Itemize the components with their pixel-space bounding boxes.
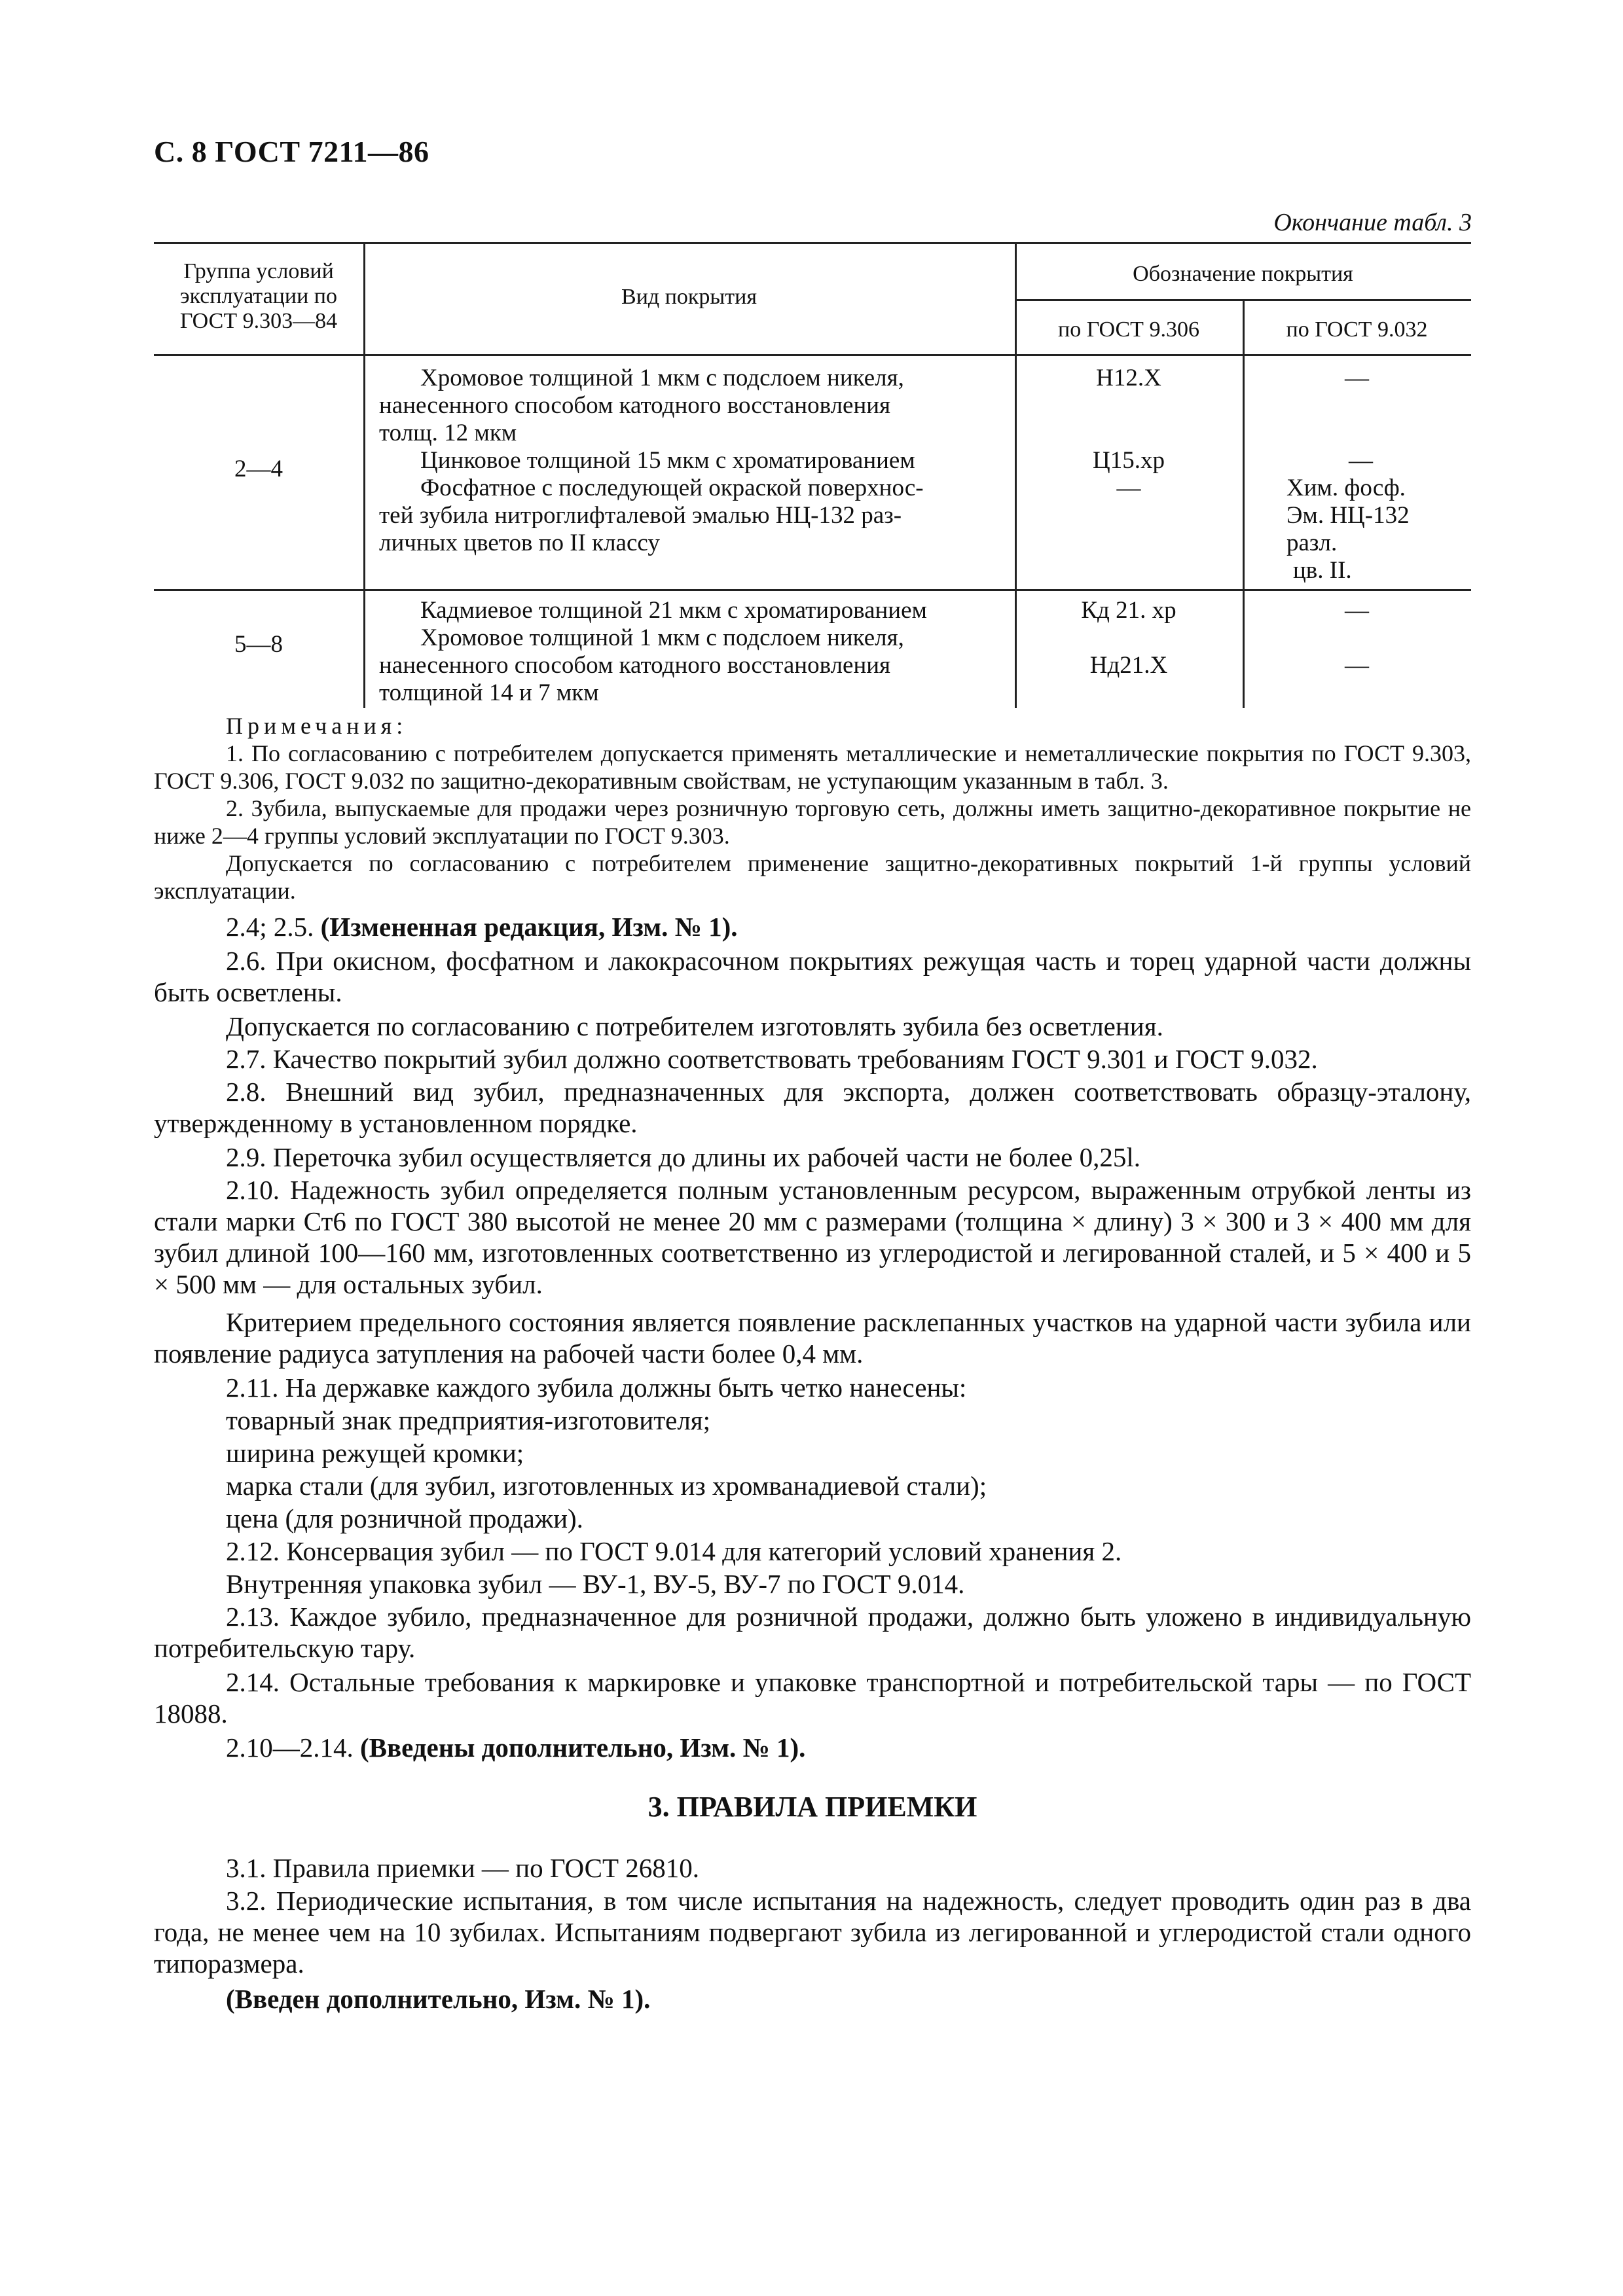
- notes-title: Примечания:: [226, 713, 408, 739]
- amendment-note: (Измененная редакция, Изм. № 1).: [320, 912, 738, 942]
- coating-line: толщ. 12 мкм: [379, 420, 517, 446]
- note-3: Допускается по согласованию с потребителем применение защитно-декоративных покрытий 1-й группы условий эксплуатации.: [154, 850, 1471, 904]
- para-2-7: 2.7. Качество покрытий зубил должно соответствовать требованиям ГОСТ 9.301 и ГОСТ 9.032.: [226, 1044, 1318, 1074]
- coating-line: нанесенного способом катодного восстановления: [379, 652, 891, 679]
- para-2-11: 2.11. На державке каждого зубила должны быть четко нанесены:: [226, 1372, 967, 1403]
- para-2-6: 2.6. При окисном, фосфатном и лакокрасочном покрытиях режущая часть и торец ударной части должны быть осветлены.: [154, 946, 1471, 1007]
- coating-line: тей зубила нитроглифталевой эмалью НЦ-132 раз-: [379, 502, 902, 529]
- amendment-note: (Введены дополнительно, Изм. № 1).: [360, 1732, 806, 1763]
- row1-d306-a: Н12.Х: [1096, 365, 1161, 391]
- header-designation: Обозначение покрытия: [1133, 262, 1353, 286]
- para-text: 2.4; 2.5.: [226, 912, 321, 942]
- amendment-note: (Введен дополнительно, Изм. № 1).: [226, 1984, 651, 2014]
- designation-line: разл.: [1286, 529, 1338, 556]
- coating-line: Фосфатное с последующей окраской поверхнос-: [420, 475, 924, 501]
- coating-line: Цинковое толщиной 15 мкм с хроматированием: [420, 447, 915, 474]
- page-header: С. 8 ГОСТ 7211—86: [154, 135, 429, 168]
- header-group-line: эксплуатации по: [180, 284, 337, 308]
- row2-d306-b: Нд21.Х: [1089, 652, 1168, 679]
- table-col-rule-1: [363, 242, 365, 708]
- designation-line: Хим. фосф.: [1286, 475, 1406, 501]
- row1-d032-a: —: [1345, 365, 1369, 391]
- row2-group: 5—8: [234, 631, 283, 658]
- coating-line: личных цветов по II классу: [379, 529, 660, 556]
- row2-coating-type: [379, 597, 1001, 707]
- para-2-11-item: ширина режущей кромки;: [226, 1438, 524, 1468]
- para-3-2-amendment: [154, 1983, 1471, 2015]
- row2-d032-a: —: [1345, 597, 1369, 624]
- note-2: 2. Зубила, выпускаемые для продажи через розничную торговую сеть, должны иметь защитно-декоративное покрытие не ниже 2—4 группы условий эксплуатации по ГОСТ 9.303.: [154, 795, 1471, 849]
- para-2-8: 2.8. Внешний вид зубил, предназначенных для экспорта, должен соответствовать образцу-эталону, утвержденному в установленном порядке.: [154, 1077, 1471, 1138]
- row1-d306-c: —: [1116, 475, 1141, 501]
- para-2-12b: Внутренняя упаковка зубил — ВУ-1, ВУ-5, ВУ-7 по ГОСТ 9.014.: [226, 1569, 965, 1599]
- para-2-9: 2.9. Переточка зубил осуществляется до длины их рабочей части не более 0,25l.: [226, 1142, 1141, 1172]
- para-2-14: 2.14. Остальные требования к маркировке и упаковке транспортной и потребительской тары — по ГОСТ 18088.: [154, 1667, 1471, 1729]
- header-group-line: Группа условий: [183, 259, 334, 283]
- coatings-table: [154, 242, 1471, 708]
- header-group-line: ГОСТ 9.303—84: [179, 309, 338, 333]
- table-caption: Окончание табл. 3: [1273, 209, 1472, 236]
- para-2-10-2-14: [154, 1732, 1471, 1763]
- note-1: 1. По согласованию с потребителем допускается применять металлические и неметаллические покрытия по ГОСТ 9.303, ГОСТ 9.306, ГОСТ 9.032 по защитно-декоративным свойствам, не уступающим указанным в табл. 3.: [154, 740, 1471, 794]
- header-gost-9032: по ГОСТ 9.032: [1286, 317, 1428, 342]
- table-header-rule: [154, 354, 1471, 356]
- header-gost-9306: по ГОСТ 9.306: [1058, 317, 1199, 342]
- para-2-6b: Допускается по согласованию с потребителем изготовлять зубила без осветления.: [226, 1011, 1163, 1041]
- coating-line: нанесенного способом катодного восстановления: [379, 392, 891, 419]
- para-2-11-item: марка стали (для зубил, изготовленных из хромванадиевой стали);: [226, 1471, 987, 1501]
- para-2-10: 2.10. Надежность зубил определяется полным установленным ресурсом, выраженным отрубкой ленты из стали марки Ст6 по ГОСТ 380 высотой не менее 20 мм с размерами (толщина × длину) 3 × 300 и 3 × 400 мм для зубил длиной 100—160 мм, изготовленных соответственно из углеродистой и легированной сталей, и 5 × 400 и 5 × 500 мм — для остальных зубил.: [154, 1175, 1471, 1299]
- para-2-12: 2.12. Консервация зубил — по ГОСТ 9.014 для категорий условий хранения 2.: [226, 1536, 1122, 1566]
- row1-d306-b: Ц15.хр: [1093, 447, 1165, 474]
- designation-line: цв. II.: [1293, 557, 1352, 584]
- designation-line: —: [1349, 447, 1373, 474]
- para-3-1: 3.1. Правила приемки — по ГОСТ 26810.: [226, 1853, 700, 1883]
- para-2-13: 2.13. Каждое зубило, предназначенное для розничной продажи, должно быть уложено в индивидуальную потребительскую тару.: [154, 1602, 1471, 1663]
- coating-line: Кадмиевое толщиной 21 мкм с хроматированием: [420, 597, 927, 624]
- row2-d032-b: —: [1345, 652, 1369, 679]
- row1-group: 2—4: [234, 456, 283, 482]
- row1-d032-list: [1267, 447, 1463, 584]
- row1-coating-type: [379, 365, 1001, 557]
- header-group: [154, 259, 363, 334]
- row2-d306-a: Кд 21. хр: [1081, 597, 1176, 624]
- coating-line: Хромовое толщиной 1 мкм с подслоем никеля,: [420, 624, 904, 651]
- coating-line: толщиной 14 и 7 мкм: [379, 679, 599, 706]
- table-col-rule-3: [1243, 299, 1245, 708]
- para-3-2: 3.2. Периодические испытания, в том числе испытания на надежность, следует проводить один раз в два года, не менее чем на 10 зубилах. Испытаниям подвергают зубила из легированной и углеродистой стали одного типоразмера.: [154, 1886, 1471, 1979]
- para-2-10b: Критерием предельного состояния является появление расклепанных участков на ударной части зубила или появление радиуса затупления на рабочей части более 0,4 мм.: [154, 1307, 1471, 1369]
- section-3-title: 3. ПРАВИЛА ПРИЕМКИ: [647, 1791, 977, 1823]
- para-2-4: [154, 911, 1471, 942]
- para-2-11-item: цена (для розничной продажи).: [226, 1503, 583, 1534]
- table-row-rule: [154, 589, 1471, 591]
- para-text: 2.10—2.14.: [226, 1732, 360, 1763]
- table-top-rule: [154, 242, 1471, 244]
- header-coating-type: Вид покрытия: [621, 285, 757, 309]
- coating-line: Хромовое толщиной 1 мкм с подслоем никеля,: [420, 365, 904, 391]
- para-2-11-item: товарный знак предприятия-изготовителя;: [226, 1405, 711, 1435]
- designation-line: Эм. НЦ-132: [1286, 502, 1410, 529]
